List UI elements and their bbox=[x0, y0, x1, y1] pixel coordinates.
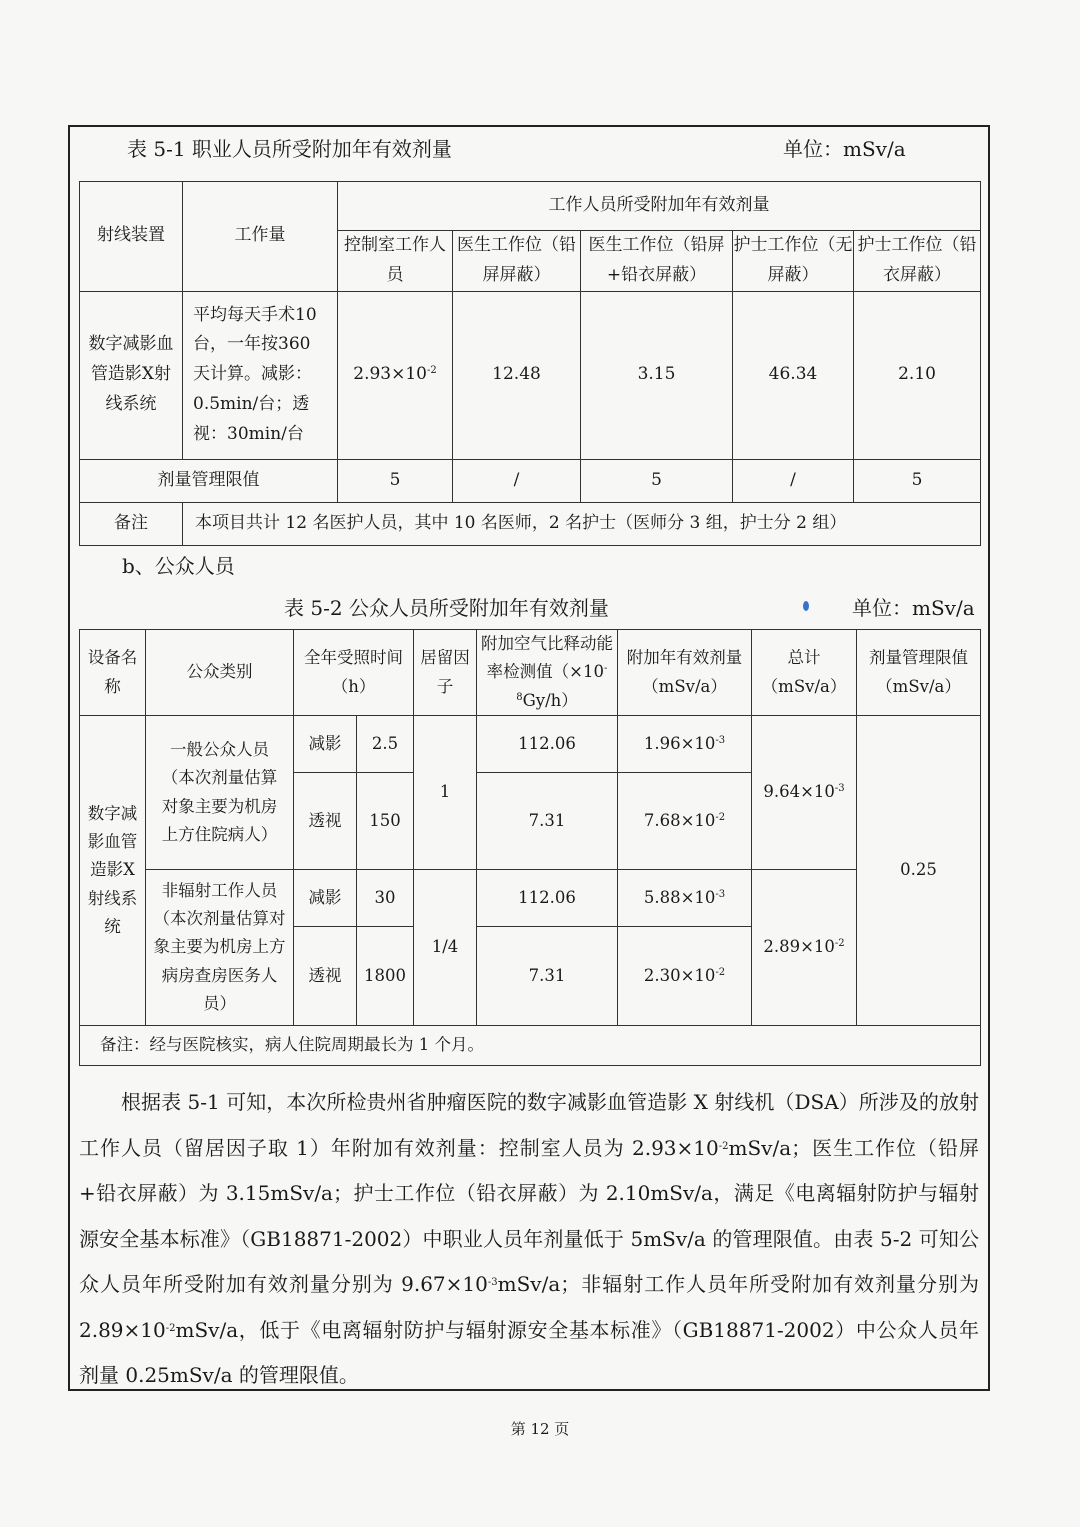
device-name: 数字减影血管造影X射线系统 bbox=[80, 716, 146, 1026]
dose-cell: $5.88\times 10^{-3}$ bbox=[618, 870, 752, 927]
hours-cell: 150 bbox=[357, 773, 414, 870]
ink-dot bbox=[803, 601, 809, 611]
summary-paragraph: 根据表 5-1 可知，本次所检贵州省肿瘤医院的数字减影血管造影 X 射线机（DSA）所涉及的放射工作人员（留居因子取 1）年附加有效剂量：控制室人员为 $2.93\times 10^{-2}mSv/a$；医生工作位（铅屏+铅衣屏蔽）为 3.15mSv/a；护士工作位（铅衣屏蔽）为 2.10mSv/a，满足《电离辐射防护与辐射源安全基本标准》（GB18871-2002）中职业人员年剂量低于 5mSv/a 的管理限值。由表 5-2 可知公众人员年所受附加有效剂量分别为 $9.67\times 10^{-3}mSv/a$；非辐射工作人员年所受附加有效剂量分别为 $2.89\times 10^{-2}mSv/a$，低于《电离辐射防护与辐射源安全基本标准》（GB18871-2002）中公众人员年剂量 0.25mSv/a 的管理限值。 bbox=[79, 1090, 979, 1387]
mode-cell: 透视 bbox=[294, 927, 357, 1026]
header-factor: 居留因子 bbox=[414, 630, 477, 716]
dose-cell: $7.68\times 10^{-2}$ bbox=[618, 773, 752, 870]
dose-cell: $2.30\times 10^{-2}$ bbox=[618, 927, 752, 1026]
limit-value: / bbox=[453, 459, 581, 502]
rate-cell: 112.06 bbox=[477, 716, 618, 773]
header-dose: 附加年有效剂量（mSv/a） bbox=[618, 630, 752, 716]
mode-cell: 减影 bbox=[294, 716, 357, 773]
header-workload: 工作量 bbox=[183, 182, 338, 292]
factor-cell: 1 bbox=[414, 716, 477, 870]
note-text: 备注：经与医院核实，病人住院周期最长为 1 个月。 bbox=[80, 1026, 981, 1066]
header-nurse-apron: 护士工作位（铅衣屏蔽） bbox=[854, 231, 981, 292]
limit-value: 5 bbox=[338, 459, 453, 502]
rate-cell: 7.31 bbox=[477, 927, 618, 1026]
table2-unit: 单位：mSv/a bbox=[852, 596, 975, 620]
value-control-room: $2.93\times 10^{-2}$ bbox=[338, 291, 453, 459]
rate-cell: 112.06 bbox=[477, 870, 618, 927]
header-category: 公众类别 bbox=[146, 630, 294, 716]
table2-public-dose bbox=[79, 629, 981, 1066]
value-doctor-screen-apron: 3.15 bbox=[581, 291, 733, 459]
device-name: 数字减影血管造影X射线系统 bbox=[80, 291, 183, 459]
header-doctor-screen-apron: 医生工作位（铅屏+铅衣屏蔽） bbox=[581, 231, 733, 292]
note-label: 备注 bbox=[80, 502, 183, 545]
section-b-heading: b、公众人员 bbox=[122, 554, 235, 578]
total-cell: $9.64\times 10^{-3}$ bbox=[752, 716, 857, 870]
table1-caption: 表 5-1 职业人员所受附加年有效剂量 bbox=[127, 137, 452, 161]
header-doctor-screen: 医生工作位（铅屏屏蔽） bbox=[453, 231, 581, 292]
header-dose-group: 工作人员所受附加年有效剂量 bbox=[338, 182, 981, 231]
value-doctor-screen: 12.48 bbox=[453, 291, 581, 459]
limit-value: 5 bbox=[854, 459, 981, 502]
mode-cell: 透视 bbox=[294, 773, 357, 870]
header-device: 设备名称 bbox=[80, 630, 146, 716]
hours-cell: 1800 bbox=[357, 927, 414, 1026]
workload-text: 平均每天手术10台，一年按360天计算。减影：0.5min/台；透视：30min/台 bbox=[183, 291, 338, 459]
limit-label: 剂量管理限值 bbox=[80, 459, 338, 502]
header-control-room: 控制室工作人员 bbox=[338, 231, 453, 292]
limit-cell: 0.25 bbox=[857, 716, 981, 1026]
limit-value: / bbox=[733, 459, 854, 502]
header-hours: 全年受照时间（h） bbox=[294, 630, 414, 716]
table1-occupational-dose bbox=[79, 181, 981, 546]
hours-cell: 30 bbox=[357, 870, 414, 927]
table2-caption: 表 5-2 公众人员所受附加年有效剂量 bbox=[284, 596, 609, 620]
mode-cell: 减影 bbox=[294, 870, 357, 927]
limit-value: 5 bbox=[581, 459, 733, 502]
total-cell: $2.89\times 10^{-2}$ bbox=[752, 870, 857, 1026]
factor-cell: 1/4 bbox=[414, 870, 477, 1026]
page-number: 第 12 页 bbox=[510, 1420, 570, 1438]
header-total: 总计（mSv/a） bbox=[752, 630, 857, 716]
value-nurse-unshielded: 46.34 bbox=[733, 291, 854, 459]
note-text: 本项目共计 12 名医护人员，其中 10 名医师，2 名护士（医师分 3 组，护士分 2 组） bbox=[183, 502, 981, 545]
dose-cell: $1.96\times 10^{-3}$ bbox=[618, 716, 752, 773]
rate-cell: 7.31 bbox=[477, 773, 618, 870]
header-nurse-unshielded: 护士工作位（无屏蔽） bbox=[733, 231, 854, 292]
hours-cell: 2.5 bbox=[357, 716, 414, 773]
table1-unit: 单位：mSv/a bbox=[783, 137, 906, 161]
category-non-radiation-staff: 非辐射工作人员（本次剂量估算对象主要为机房上方病房查房医务人员） bbox=[146, 870, 294, 1026]
category-general-public: 一般公众人员（本次剂量估算对象主要为机房上方住院病人） bbox=[146, 716, 294, 870]
value-nurse-apron: 2.10 bbox=[854, 291, 981, 459]
header-device: 射线装置 bbox=[80, 182, 183, 292]
header-limit: 剂量管理限值（mSv/a） bbox=[857, 630, 981, 716]
header-rate: 附加空气比释动能率检测值$(\times 10^{-8}Gy/h)$ bbox=[477, 630, 618, 716]
